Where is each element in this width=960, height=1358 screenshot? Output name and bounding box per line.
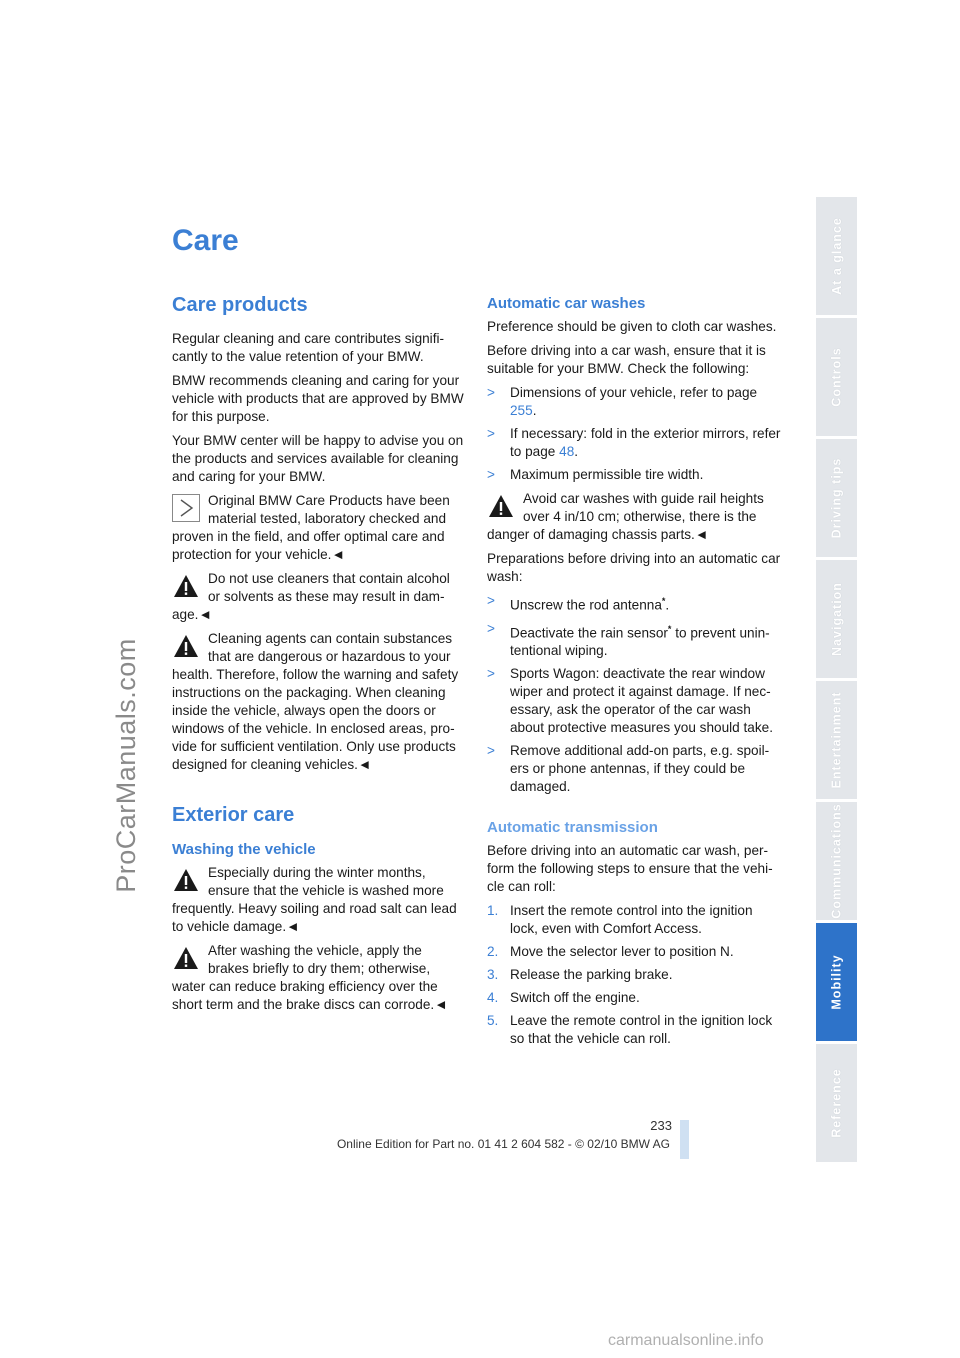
list-item: > Dimensions of your vehicle, refer to page 255.	[487, 385, 758, 418]
tab-driving-tips[interactable]: Driving tips	[816, 439, 857, 557]
warning-text: Avoid car washes with guide rail heights over 4 in/10 cm; otherwise, there is the danger of damaging chassis parts.	[487, 491, 764, 542]
bullet-arrow: >	[487, 385, 495, 400]
end-mark: ◄	[434, 997, 448, 1012]
tab-navigation[interactable]: Navigation	[816, 560, 857, 678]
right-column	[487, 294, 783, 1053]
page-link-48[interactable]: 48	[559, 444, 575, 459]
list-item: > Unscrew the rod antenna*.	[487, 593, 670, 613]
list-item: > Deactivate the rain sensor* to prevent unin-tentional wiping.	[487, 620, 770, 659]
bullet-arrow: >	[487, 426, 495, 441]
warning-triangle-icon	[172, 944, 200, 972]
tab-controls[interactable]: Controls	[816, 318, 857, 436]
side-watermark: ProCarManuals.com	[110, 637, 141, 893]
warning-text: Cleaning agents can contain substances that are dangerous or hazardous to your health. Therefore, follow the warning and safety instructions on the packaging. When cleaning inside the vehicle, always open the doors or windows of the vehicle. In enclosed areas, pro-vide for sufficient ventilation. Only use products designed for cleaning vehicles.	[172, 631, 459, 772]
tab-entertainment[interactable]: Entertainment	[816, 681, 857, 799]
warning-triangle-icon	[172, 572, 200, 600]
list-item: 3. Release the parking brake.	[487, 967, 673, 983]
paragraph: Preparations before driving into an automatic car wash:	[487, 551, 781, 584]
automatic-car-washes-heading: Automatic car washes	[487, 295, 646, 312]
washing-heading: Washing the vehicle	[172, 841, 316, 858]
page-title: Care	[172, 224, 239, 257]
warning-note	[172, 864, 464, 936]
list-item: 2. Move the selector lever to position N.	[487, 944, 734, 960]
bullet-arrow: >	[487, 593, 495, 608]
end-mark: ◄	[331, 547, 345, 562]
care-products-heading: Care products	[172, 294, 308, 316]
tab-mobility[interactable]: Mobility	[816, 923, 857, 1041]
bullet-arrow: >	[487, 743, 495, 759]
warning-text: After washing the vehicle, apply the brakes briefly to dry them; otherwise, water can reduce braking efficiency over the short term and the brake discs can corrode.	[172, 943, 438, 1012]
info-note	[172, 492, 464, 564]
paragraph: Regular cleaning and care contributes signifi-cantly to the value retention of your BMW.	[172, 331, 445, 364]
end-mark: ◄	[357, 757, 372, 772]
prep-list	[487, 592, 783, 796]
end-mark: ◄	[694, 527, 709, 542]
list-item: > Remove additional add-on parts, e.g. spoil-ers or phone antennas, if they could be damaged.	[487, 743, 770, 795]
tab-at-a-glance[interactable]: At a glance	[816, 197, 857, 315]
list-item: > If necessary: fold in the exterior mirrors, refer to page 48.	[487, 426, 781, 459]
list-item: > Maximum permissible tire width.	[487, 467, 704, 482]
warning-text: Do not use cleaners that contain alcohol or solvents as these may result in dam-age.	[172, 571, 450, 622]
page-number-bar	[680, 1120, 689, 1159]
steps-list	[487, 902, 783, 1048]
bullet-arrow: >	[487, 467, 495, 482]
bullet-arrow: >	[487, 620, 495, 636]
end-mark: ◄	[198, 607, 212, 622]
note-arrow-icon	[172, 494, 200, 522]
warning-note	[172, 570, 464, 624]
warning-triangle-icon	[487, 492, 515, 520]
bottom-watermark: carmanualsonline.info	[608, 1332, 764, 1349]
automatic-transmission-heading: Automatic transmission	[487, 819, 658, 837]
paragraph: Before driving into a car wash, ensure that it is suitable for your BMW. Check the following:	[487, 343, 766, 376]
optional-equipment-star: *	[661, 596, 666, 606]
bullet-arrow: >	[487, 666, 495, 682]
end-mark: ◄	[286, 919, 300, 934]
paragraph: BMW recommends cleaning and caring for your vehicle with products that are approved by BMW for this purpose.	[172, 373, 464, 424]
warning-triangle-icon	[172, 866, 200, 894]
warning-note	[172, 630, 464, 774]
footer-edition: Online Edition for Part no. 01 41 2 604 582 - © 02/10 BMW AG	[336, 1137, 670, 1151]
warning-note	[487, 490, 783, 544]
list-item: > Sports Wagon: deactivate the rear window wiper and protect it against damage. If nec-essary, ask the operator of the car wash about protective measures you should take.	[487, 666, 773, 736]
warning-note	[172, 942, 464, 1014]
paragraph: Your BMW center will be happy to advise you on the products and services available for cleaning and caring for your BMW.	[172, 433, 464, 484]
tab-communications[interactable]: Communications	[816, 802, 857, 920]
page-link-255[interactable]: 255	[510, 403, 533, 418]
list-item: 5. Leave the remote control in the ignition lock so that the vehicle can roll.	[487, 1013, 773, 1047]
warning-text: Especially during the winter months, ensure that the vehicle is washed more frequently. Heavy soiling and road salt can lead to vehicle damage.	[172, 865, 457, 934]
page-number: 233	[650, 1118, 672, 1133]
note-text: Original BMW Care Products have been material tested, laboratory checked and proven in the field, and offer optimal care and protection for your vehicle.	[172, 493, 450, 562]
exterior-care-heading: Exterior care	[172, 804, 295, 826]
optional-equipment-star: *	[667, 623, 672, 634]
paragraph: Preference should be given to cloth car washes.	[487, 319, 777, 334]
left-column	[172, 292, 464, 1020]
list-item: 4. Switch off the engine.	[487, 990, 640, 1006]
chapter-tabs	[816, 197, 857, 1165]
paragraph: Before driving into an automatic car wash, per-form the following steps to ensure that the vehi-cle can roll:	[487, 843, 773, 895]
tab-reference[interactable]: Reference	[816, 1044, 857, 1162]
warning-triangle-icon	[172, 632, 200, 660]
check-list	[487, 384, 783, 484]
list-item: 1. Insert the remote control into the ignition lock, even with Comfort Access.	[487, 903, 753, 937]
